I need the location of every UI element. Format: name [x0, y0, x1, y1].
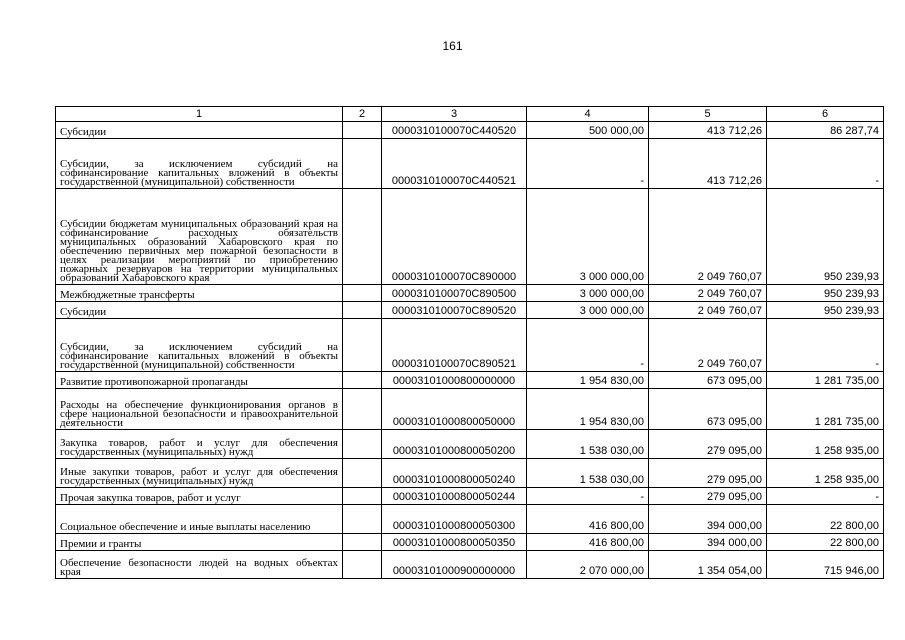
- row-code: 00003101000800050244: [382, 488, 527, 505]
- row-name: Расходы на обеспечение функционирования органов в сфере национальной безопасности и правоохранительной деятельности: [56, 389, 343, 430]
- row-value-6: 1 258 935,00: [767, 459, 884, 488]
- table-row: [56, 551, 884, 579]
- row-value-6: -: [767, 488, 884, 505]
- row-code: 0000310100070С890520: [382, 302, 527, 319]
- row-code: 00003101000800050300: [382, 505, 527, 534]
- row-col2: [343, 319, 382, 372]
- row-value-4: 1 538 030,00: [527, 430, 649, 459]
- row-name: Межбюджетные трансферты: [56, 285, 343, 302]
- table-row: [56, 302, 884, 319]
- table-row: [56, 189, 884, 285]
- row-name: Закупка товаров, работ и услуг для обеспечения государственных (муниципальных) нужд: [56, 430, 343, 459]
- row-value-4: 416 800,00: [527, 505, 649, 534]
- row-value-5: 673 095,00: [649, 372, 767, 389]
- table-row: [56, 534, 884, 551]
- row-value-6: 950 239,93: [767, 285, 884, 302]
- row-value-6: 950 239,93: [767, 302, 884, 319]
- row-code: 00003101000800000000: [382, 372, 527, 389]
- header-col-5: 5: [649, 107, 767, 122]
- row-col2: [343, 488, 382, 505]
- row-col2: [343, 372, 382, 389]
- header-col-4: 4: [527, 107, 649, 122]
- row-value-5: 279 095,00: [649, 430, 767, 459]
- row-value-5: 413 712,26: [649, 122, 767, 139]
- table-row: [56, 122, 884, 139]
- row-value-5: 2 049 760,07: [649, 302, 767, 319]
- row-value-5: 413 712,26: [649, 139, 767, 189]
- page-number: 161: [442, 39, 463, 53]
- row-value-6: 950 239,93: [767, 189, 884, 285]
- row-name: Прочая закупка товаров, работ и услуг: [56, 488, 343, 505]
- row-value-6: -: [767, 139, 884, 189]
- row-col2: [343, 551, 382, 579]
- row-value-4: 2 070 000,00: [527, 551, 649, 579]
- row-value-4: 1 954 830,00: [527, 372, 649, 389]
- row-value-4: -: [527, 139, 649, 189]
- header-col-1: 1: [56, 107, 343, 122]
- row-value-6: 22 800,00: [767, 534, 884, 551]
- row-value-6: 86 287,74: [767, 122, 884, 139]
- row-value-6: 1 281 735,00: [767, 389, 884, 430]
- row-name: Субсидии, за исключением субсидий на софинансирование капитальных вложений в объекты государственной (муниципальной) собственности: [56, 319, 343, 372]
- row-value-5: 279 095,00: [649, 488, 767, 505]
- row-value-5: 673 095,00: [649, 389, 767, 430]
- row-value-4: 3 000 000,00: [527, 285, 649, 302]
- row-col2: [343, 139, 382, 189]
- row-value-5: 1 354 054,00: [649, 551, 767, 579]
- row-value-6: 1 258 935,00: [767, 430, 884, 459]
- budget-execution-table: [55, 106, 884, 579]
- row-name: Обеспечение безопасности людей на водных объектах края: [56, 551, 343, 579]
- row-name: Субсидии: [56, 122, 343, 139]
- header-col-3: 3: [382, 107, 527, 122]
- row-code: 00003101000900000000: [382, 551, 527, 579]
- row-name: Субсидии, за исключением субсидий на софинансирование капитальных вложений в объекты государственной (муниципальной) собственности: [56, 139, 343, 189]
- table-row: [56, 372, 884, 389]
- row-value-5: 2 049 760,07: [649, 285, 767, 302]
- row-col2: [343, 505, 382, 534]
- table-row: [56, 505, 884, 534]
- row-value-4: 1 538 030,00: [527, 459, 649, 488]
- row-name: Развитие противопожарной пропаганды: [56, 372, 343, 389]
- header-col-2: 2: [343, 107, 382, 122]
- row-value-6: 1 281 735,00: [767, 372, 884, 389]
- table-row: [56, 488, 884, 505]
- row-col2: [343, 430, 382, 459]
- row-code: 00003101000800050240: [382, 459, 527, 488]
- row-value-6: 22 800,00: [767, 505, 884, 534]
- row-code: 0000310100070С890521: [382, 319, 527, 372]
- table-row: [56, 430, 884, 459]
- row-name: Социальное обеспечение и иные выплаты населению: [56, 505, 343, 534]
- row-value-5: 394 000,00: [649, 505, 767, 534]
- row-value-4: -: [527, 488, 649, 505]
- row-value-4: -: [527, 319, 649, 372]
- row-value-4: 3 000 000,00: [527, 302, 649, 319]
- row-code: 0000310100070С440521: [382, 139, 527, 189]
- table-row: [56, 459, 884, 488]
- table-row: [56, 319, 884, 372]
- row-code: 0000310100070С890500: [382, 285, 527, 302]
- row-value-6: 715 946,00: [767, 551, 884, 579]
- header-col-6: 6: [767, 107, 884, 122]
- row-value-6: -: [767, 319, 884, 372]
- row-code: 00003101000800050000: [382, 389, 527, 430]
- row-col2: [343, 389, 382, 430]
- table-row: [56, 139, 884, 189]
- row-value-4: 416 800,00: [527, 534, 649, 551]
- row-col2: [343, 189, 382, 285]
- row-value-5: 279 095,00: [649, 459, 767, 488]
- row-value-4: 3 000 000,00: [527, 189, 649, 285]
- row-code: 0000310100070С440520: [382, 122, 527, 139]
- row-value-4: 1 954 830,00: [527, 389, 649, 430]
- row-code: 00003101000800050200: [382, 430, 527, 459]
- row-col2: [343, 534, 382, 551]
- row-value-5: 2 049 760,07: [649, 319, 767, 372]
- row-col2: [343, 285, 382, 302]
- row-col2: [343, 122, 382, 139]
- row-col2: [343, 302, 382, 319]
- row-code: 00003101000800050350: [382, 534, 527, 551]
- table-row: [56, 389, 884, 430]
- row-name: Субсидии бюджетам муниципальных образований края на софинансирование расходных обязательств муниципальных образований Хабаровского края по обеспечению первичных мер пожарной безопасности в целях реализации мероприятий по приобретению пожарных резервуаров на территории муниципальных образований Хабаровского края: [56, 189, 343, 285]
- table-row: [56, 285, 884, 302]
- row-col2: [343, 459, 382, 488]
- row-name: Субсидии: [56, 302, 343, 319]
- row-value-5: 2 049 760,07: [649, 189, 767, 285]
- table-header-row: [56, 107, 884, 122]
- row-code: 0000310100070С890000: [382, 189, 527, 285]
- row-name: Премии и гранты: [56, 534, 343, 551]
- row-value-4: 500 000,00: [527, 122, 649, 139]
- row-value-5: 394 000,00: [649, 534, 767, 551]
- row-name: Иные закупки товаров, работ и услуг для обеспечения государственных (муниципальных) нужд: [56, 459, 343, 488]
